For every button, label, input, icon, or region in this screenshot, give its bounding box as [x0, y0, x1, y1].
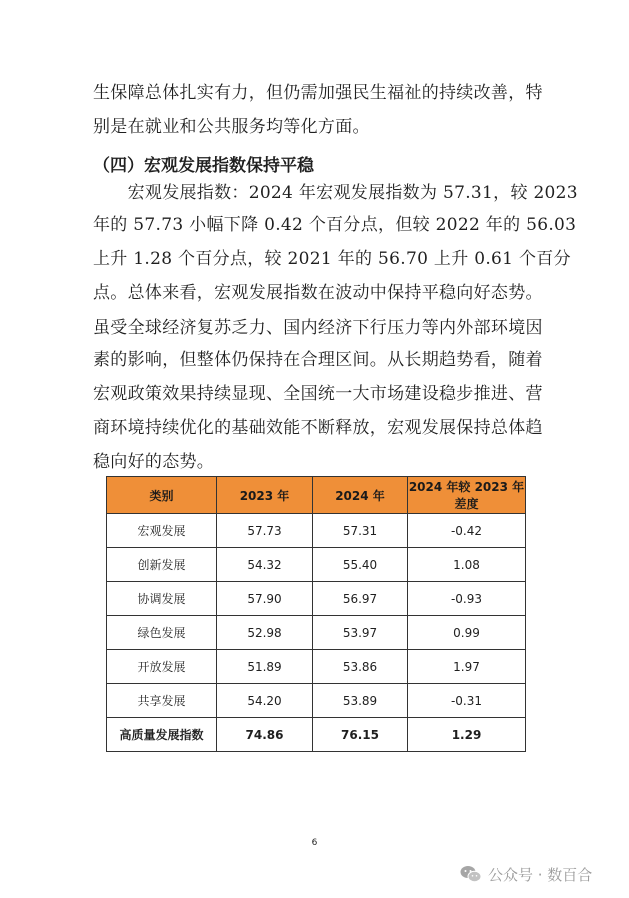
cell-2023: 74.86 [217, 718, 313, 752]
table-row [107, 514, 526, 548]
cell-category: 高质量发展指数 [107, 718, 217, 752]
cell-2024: 53.97 [313, 616, 408, 650]
table-header-row [107, 477, 526, 514]
text-line: 点。总体来看，宏观发展指数在波动中保持平稳向好态势。 [93, 283, 543, 303]
cell-difference: -0.31 [408, 684, 526, 718]
table-row [107, 548, 526, 582]
cell-category: 绿色发展 [107, 616, 217, 650]
index-table [106, 476, 526, 752]
watermark-text: 公众号 · 数百合 [488, 865, 593, 884]
section-heading: （四）宏观发展指数保持平稳 [93, 156, 314, 176]
cell-2024: 55.40 [313, 548, 408, 582]
table-row [107, 684, 526, 718]
cell-2024: 53.86 [313, 650, 408, 684]
cell-category: 开放发展 [107, 650, 217, 684]
header-2024: 2024 年 [313, 477, 408, 514]
cell-2024: 57.31 [313, 514, 408, 548]
text-line: 生保障总体扎实有力，但仍需加强民生福祉的持续改善，特 [93, 83, 543, 103]
cell-category: 协调发展 [107, 582, 217, 616]
cell-difference: -0.42 [408, 514, 526, 548]
cell-category: 共享发展 [107, 684, 217, 718]
cell-2023: 54.32 [217, 548, 313, 582]
cell-difference: 1.08 [408, 548, 526, 582]
watermark [460, 864, 592, 884]
text-line: 年的 57.73 小幅下降 0.42 个百分点，但较 2022 年的 56.03 [93, 215, 577, 235]
page-number: 6 [311, 838, 318, 848]
cell-difference: 1.29 [408, 718, 526, 752]
text-line: 宏观政策效果持续显现、全国统一大市场建设稳步推进、营 [93, 384, 543, 404]
cell-category: 创新发展 [107, 548, 217, 582]
table-total-row [107, 718, 526, 752]
cell-2023: 52.98 [217, 616, 313, 650]
text-line: 稳向好的态势。 [93, 452, 215, 472]
table-row [107, 582, 526, 616]
table-row [107, 650, 526, 684]
cell-difference: -0.93 [408, 582, 526, 616]
cell-2023: 54.20 [217, 684, 313, 718]
header-difference: 2024 年较 2023 年差度 [408, 477, 526, 514]
text-line: 商环境持续优化的基础效能不断释放，宏观发展保持总体趋 [93, 418, 543, 438]
text-line: 虽受全球经济复苏乏力、国内经济下行压力等内外部环境因 [93, 318, 543, 338]
cell-2023: 57.90 [217, 582, 313, 616]
text-line: 宏观发展指数：2024 年宏观发展指数为 57.31，较 2023 [93, 183, 578, 203]
header-category: 类别 [107, 477, 217, 514]
table-row [107, 616, 526, 650]
cell-2024: 76.15 [313, 718, 408, 752]
text-line: 素的影响，但整体仍保持在合理区间。从长期趋势看，随着 [93, 350, 543, 370]
cell-category: 宏观发展 [107, 514, 217, 548]
cell-2023: 57.73 [217, 514, 313, 548]
cell-2023: 51.89 [217, 650, 313, 684]
header-2023: 2023 年 [217, 477, 313, 514]
text-line: 别是在就业和公共服务均等化方面。 [93, 117, 370, 137]
cell-difference: 1.97 [408, 650, 526, 684]
cell-2024: 56.97 [313, 582, 408, 616]
text-line: 上升 1.28 个百分点，较 2021 年的 56.70 上升 0.61 个百分 [93, 249, 571, 269]
wechat-icon [460, 865, 482, 883]
cell-2024: 53.89 [313, 684, 408, 718]
cell-difference: 0.99 [408, 616, 526, 650]
